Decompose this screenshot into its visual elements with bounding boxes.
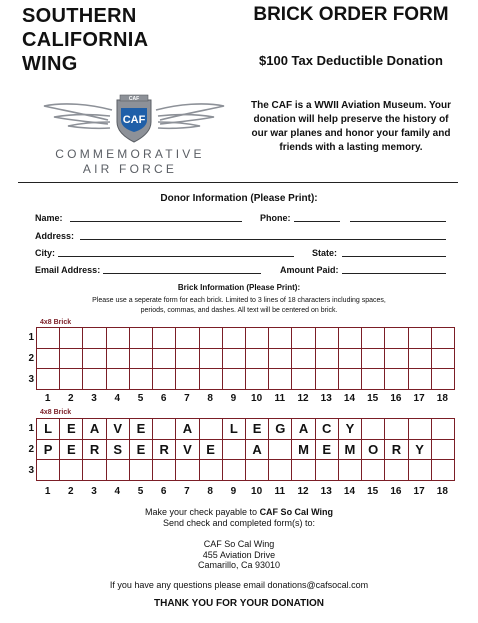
column-number: 10 — [251, 393, 263, 404]
column-number: 12 — [297, 393, 309, 404]
brick-letter-cell[interactable] — [269, 369, 292, 390]
brick-letter-cell[interactable]: G — [269, 419, 292, 440]
grid-2-column-numbers — [36, 486, 454, 497]
donor-section-title: Donor Information (Please Print): — [160, 193, 318, 204]
brick-letter-cell[interactable]: M — [339, 440, 362, 461]
column-number: 2 — [68, 486, 74, 497]
brick-letter-cell[interactable]: E — [130, 419, 153, 440]
brick-letter-cell[interactable]: O — [362, 440, 385, 461]
brick-letter-cell[interactable]: V — [107, 419, 130, 440]
column-number: 17 — [413, 486, 425, 497]
brick-letter-cell[interactable] — [362, 460, 385, 481]
brick-letter-cell[interactable]: L — [37, 419, 60, 440]
mail-address-line-1: CAF So Cal Wing — [203, 539, 275, 549]
amount-paid-field[interactable] — [342, 273, 446, 274]
column-number: 17 — [413, 393, 425, 404]
check-payable-text: Make your check payable to — [145, 507, 260, 517]
column-number: 7 — [184, 393, 190, 404]
brick-letter-cell[interactable] — [316, 328, 339, 349]
brick-letter-cell[interactable]: M — [292, 440, 315, 461]
grid-2-row-number: 3 — [28, 465, 34, 476]
brick-letter-cell[interactable] — [432, 349, 455, 370]
email-label: Email Address: — [35, 265, 101, 275]
brick-letter-cell[interactable] — [176, 369, 199, 390]
column-number: 9 — [230, 486, 237, 497]
brick-letter-cell[interactable] — [107, 349, 130, 370]
brick-letter-cell[interactable] — [339, 349, 362, 370]
brick-grid-2 — [36, 418, 455, 481]
column-number: 8 — [207, 393, 213, 404]
column-number: 10 — [251, 486, 263, 497]
brick-section-title: Brick Information (Please Print): — [177, 283, 301, 292]
column-number: 5 — [137, 486, 144, 497]
brick-letter-cell[interactable]: R — [83, 440, 106, 461]
column-number: 2 — [68, 393, 74, 404]
brick-letter-cell[interactable] — [200, 328, 223, 349]
brick-letter-cell[interactable] — [409, 349, 432, 370]
brick-letter-cell[interactable] — [153, 328, 176, 349]
check-payee: CAF So Cal Wing — [259, 507, 333, 517]
brick-letter-cell[interactable]: A — [83, 419, 106, 440]
brick-letter-cell[interactable] — [176, 460, 199, 481]
column-number: 15 — [367, 393, 379, 404]
brick-letter-cell[interactable]: S — [107, 440, 130, 461]
brick-letter-cell[interactable] — [153, 369, 176, 390]
grid-1-row-number: 3 — [28, 374, 34, 385]
brick-letter-cell[interactable]: R — [153, 440, 176, 461]
brick-instructions: Please use a seperate form for each brick. Limited to 3 lines of 18 characters including spaces, periods, commas, and dashes. All text will be centered on brick. — [92, 297, 386, 314]
city-label: City: — [35, 248, 55, 258]
brick-letter-cell[interactable]: E — [130, 440, 153, 461]
brick-letter-cell[interactable] — [107, 328, 130, 349]
brick-letter-cell[interactable] — [292, 349, 315, 370]
phone-label: Phone: — [260, 213, 291, 223]
column-number: 14 — [343, 486, 356, 497]
brick-letter-cell[interactable]: P — [37, 440, 60, 461]
logo-line-air-force: AIR FORCE — [82, 162, 178, 176]
column-number: 18 — [436, 393, 448, 404]
brick-letter-cell[interactable] — [107, 460, 130, 481]
column-number: 15 — [367, 486, 379, 497]
column-number: 4 — [114, 486, 121, 497]
brick-letter-cell[interactable] — [223, 349, 246, 370]
brick-grid-1-title: 4x8 Brick — [40, 319, 72, 326]
brick-letter-cell[interactable] — [385, 419, 408, 440]
brick-letter-cell[interactable] — [385, 349, 408, 370]
brick-letter-cell[interactable]: E — [60, 440, 83, 461]
brick-grid-1 — [36, 327, 455, 390]
column-number: 3 — [91, 393, 97, 404]
brick-letter-cell[interactable]: Y — [409, 440, 432, 461]
brick-letter-cell[interactable] — [37, 369, 60, 390]
column-number: 13 — [320, 393, 332, 404]
brick-letter-cell[interactable] — [316, 460, 339, 481]
column-number: 11 — [274, 393, 286, 404]
brick-letter-cell[interactable] — [107, 369, 130, 390]
name-label: Name: — [35, 213, 63, 223]
column-number: 1 — [44, 393, 51, 404]
column-number: 6 — [160, 486, 167, 497]
brick-letter-cell[interactable] — [60, 369, 83, 390]
brick-letter-cell[interactable] — [362, 369, 385, 390]
brick-letter-cell[interactable] — [385, 328, 408, 349]
brick-letter-cell[interactable] — [432, 328, 455, 349]
brick-letter-cell[interactable] — [246, 349, 269, 370]
brick-letter-cell[interactable] — [269, 328, 292, 349]
column-number: 13 — [320, 486, 332, 497]
column-number: 18 — [436, 486, 448, 497]
grid-1-column-numbers — [36, 393, 454, 404]
brick-letter-cell[interactable]: E — [246, 419, 269, 440]
brick-letter-cell[interactable] — [200, 369, 223, 390]
svg-text:CAF: CAF — [122, 114, 146, 126]
column-number: 7 — [184, 486, 190, 497]
brick-letter-cell[interactable] — [269, 349, 292, 370]
email-field[interactable] — [103, 273, 261, 274]
phone-area-field[interactable] — [294, 221, 340, 222]
brick-letter-cell[interactable] — [246, 460, 269, 481]
brick-letter-cell[interactable] — [269, 460, 292, 481]
brick-letter-cell[interactable] — [292, 460, 315, 481]
brick-letter-cell[interactable] — [83, 369, 106, 390]
brick-letter-cell[interactable] — [432, 460, 455, 481]
send-instructions: Send check and completed form(s) to: — [162, 518, 316, 528]
brick-letter-cell[interactable] — [200, 419, 223, 440]
brick-letter-cell[interactable] — [432, 369, 455, 390]
brick-letter-cell[interactable]: A — [176, 419, 199, 440]
grid-1-row-number: 1 — [28, 332, 34, 343]
brick-letter-cell[interactable]: E — [316, 440, 339, 461]
brick-letter-cell[interactable] — [200, 349, 223, 370]
brick-letter-cell[interactable] — [339, 369, 362, 390]
check-payable-line — [0, 507, 478, 517]
amount-paid-label: Amount Paid: — [280, 265, 339, 275]
brick-letter-cell[interactable] — [176, 328, 199, 349]
questions-contact: If you have any questions please email donations@cafsocal.com — [109, 580, 369, 590]
city-field[interactable] — [58, 256, 294, 257]
brick-letter-cell[interactable] — [83, 328, 106, 349]
brick-letter-cell[interactable] — [176, 349, 199, 370]
brick-letter-cell[interactable] — [60, 328, 83, 349]
brick-letter-cell[interactable] — [432, 440, 455, 461]
mail-address-line-3: Camarillo, Ca 93010 — [197, 560, 281, 570]
brick-letter-cell[interactable] — [362, 349, 385, 370]
brick-letter-cell[interactable] — [60, 460, 83, 481]
brick-letter-cell[interactable] — [37, 349, 60, 370]
brick-letter-cell[interactable] — [37, 328, 60, 349]
column-number: 16 — [390, 486, 402, 497]
brick-letter-cell[interactable] — [153, 460, 176, 481]
brick-letter-cell[interactable] — [130, 349, 153, 370]
column-number: 5 — [137, 393, 144, 404]
brick-letter-cell[interactable] — [246, 369, 269, 390]
address-label: Address: — [35, 231, 75, 241]
brick-letter-cell[interactable] — [316, 349, 339, 370]
brick-letter-cell[interactable] — [269, 440, 292, 461]
brick-letter-cell[interactable]: A — [246, 440, 269, 461]
brick-letter-cell[interactable] — [223, 328, 246, 349]
brick-letter-cell[interactable] — [385, 460, 408, 481]
brick-letter-cell[interactable] — [385, 369, 408, 390]
brick-letter-cell[interactable] — [130, 369, 153, 390]
brick-letter-cell[interactable] — [246, 328, 269, 349]
column-number: 9 — [230, 393, 237, 404]
brick-letter-cell[interactable] — [200, 460, 223, 481]
brick-letter-cell[interactable] — [409, 460, 432, 481]
grid-2-row-number: 1 — [28, 423, 34, 434]
brick-letter-cell[interactable]: V — [176, 440, 199, 461]
mail-address-line-2: 455 Aviation Drive — [202, 550, 276, 560]
org-name: SOUTHERN CALIFORNIA WING — [22, 5, 149, 75]
svg-text:CAF: CAF — [128, 96, 140, 102]
brick-letter-cell[interactable] — [339, 328, 362, 349]
brick-letter-cell[interactable]: E — [200, 440, 223, 461]
donation-amount-line: $100 Tax Deductible Donation — [259, 53, 443, 68]
brick-letter-cell[interactable] — [409, 369, 432, 390]
brick-letter-cell[interactable] — [316, 369, 339, 390]
brick-letter-cell[interactable] — [362, 419, 385, 440]
address-field[interactable] — [80, 239, 446, 240]
brick-letter-cell[interactable]: A — [292, 419, 315, 440]
phone-number-field[interactable] — [350, 221, 446, 222]
column-number: 4 — [114, 393, 121, 404]
brick-grid-2-title: 4x8 Brick — [40, 409, 72, 416]
wings-icon — [34, 86, 234, 146]
column-number: 14 — [343, 393, 356, 404]
column-number: 1 — [44, 486, 51, 497]
grid-2-row-number: 2 — [28, 444, 34, 455]
state-field[interactable] — [342, 256, 446, 257]
museum-blurb: The CAF is a WWII Aviation Museum. Your donation will help preserve the history of our war planes and honor your family and friends with a lasting memory. — [250, 100, 451, 153]
brick-letter-cell[interactable] — [292, 369, 315, 390]
brick-letter-cell[interactable] — [292, 328, 315, 349]
brick-letter-cell[interactable] — [362, 328, 385, 349]
brick-letter-cell[interactable] — [432, 419, 455, 440]
brick-letter-cell[interactable] — [223, 460, 246, 481]
brick-letter-cell[interactable]: C — [316, 419, 339, 440]
column-number: 12 — [297, 486, 309, 497]
brick-letter-cell[interactable] — [339, 460, 362, 481]
brick-letter-cell[interactable]: L — [223, 419, 246, 440]
brick-letter-cell[interactable]: E — [60, 419, 83, 440]
brick-letter-cell[interactable] — [153, 419, 176, 440]
column-number: 8 — [207, 486, 213, 497]
brick-letter-cell[interactable] — [130, 328, 153, 349]
brick-letter-cell[interactable] — [83, 349, 106, 370]
form-title: BRICK ORDER FORM — [253, 4, 449, 25]
column-number: 16 — [390, 393, 402, 404]
brick-letter-cell[interactable] — [409, 419, 432, 440]
column-number: 11 — [274, 486, 286, 497]
brick-letter-cell[interactable] — [223, 440, 246, 461]
state-label: State: — [312, 248, 338, 258]
brick-letter-cell[interactable] — [60, 349, 83, 370]
column-number: 6 — [160, 393, 167, 404]
column-number: 3 — [91, 486, 97, 497]
grid-1-row-number: 2 — [28, 353, 34, 364]
brick-letter-cell[interactable] — [223, 369, 246, 390]
brick-letter-cell[interactable]: R — [385, 440, 408, 461]
name-field[interactable] — [70, 221, 242, 222]
caf-wings-logo — [34, 86, 234, 146]
brick-letter-cell[interactable] — [37, 460, 60, 481]
brick-letter-cell[interactable] — [83, 460, 106, 481]
brick-letter-cell[interactable] — [130, 460, 153, 481]
header-divider — [18, 182, 458, 183]
brick-letter-cell[interactable]: Y — [339, 419, 362, 440]
brick-letter-cell[interactable] — [409, 328, 432, 349]
thank-you-message: THANK YOU FOR YOUR DONATION — [153, 598, 324, 609]
brick-letter-cell[interactable] — [153, 349, 176, 370]
logo-line-commemorative: COMMEMORATIVE — [55, 147, 205, 161]
